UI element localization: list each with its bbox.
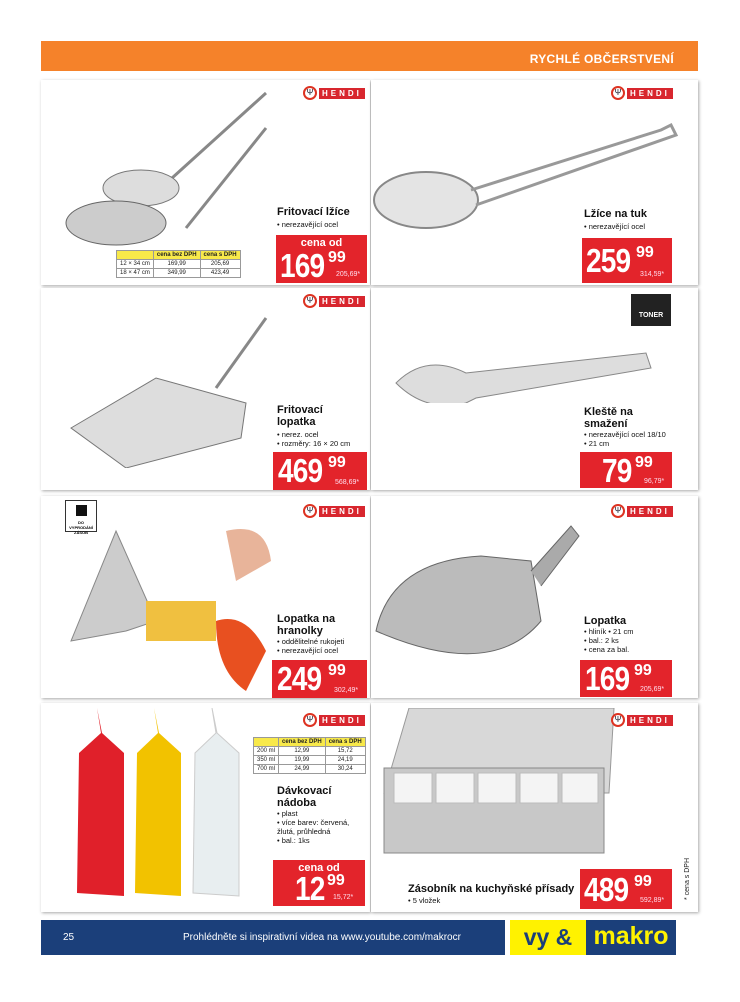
product-panel-fries-scoop[interactable] (41, 496, 370, 698)
product-panel-fry-scoop[interactable] (41, 288, 370, 490)
product-bullet: • hliník • 21 cm • bal.: 2 ks • cena za bal. (584, 627, 634, 654)
product-panel-tongs[interactable] (371, 288, 698, 490)
hendi-logo: Ψ HENDI (303, 294, 365, 308)
product-title: Kleště na smažení (584, 406, 633, 430)
product-title: Lžíce na tuk (584, 208, 647, 220)
product-bullet: • nerezavějící ocel (277, 220, 338, 229)
product-bullet: • oddělitelné rukojeti • nerezavějící ocel (277, 637, 345, 655)
hendi-logo: Ψ HENDI (611, 713, 673, 727)
section-header: RYCHLÉ OBČERSTVENÍ (41, 41, 698, 71)
footer-link-text[interactable]: Prohlédněte si inspirativní videa na www.youtube.com/makrocr (183, 932, 461, 943)
product-title: Zásobník na kuchyňské přísady (408, 883, 575, 895)
product-bullet: • nerezavějící ocel 18/10 • 21 cm (584, 430, 666, 448)
footer-bar (41, 920, 505, 955)
scoop-image (371, 521, 581, 671)
makro-logo (510, 920, 676, 955)
price-tag: 489 99 592,89* (580, 869, 672, 909)
product-panel-condiment-holder[interactable] (371, 703, 698, 912)
product-bullet: • 5 vložek (408, 896, 441, 905)
price-tag: cena od 12 99 15,72* (273, 860, 365, 906)
hendi-logo: Ψ HENDI (611, 504, 673, 518)
vat-note: * cena s DPH (684, 857, 691, 900)
product-title: Dávkovací nádoba (277, 785, 332, 809)
price-tag: 259 99 314,59* (582, 238, 672, 283)
price-tag: 249 99 302,49* (272, 660, 367, 698)
product-title: Lopatka (584, 615, 627, 627)
hendi-logo: Ψ HENDI (303, 86, 365, 100)
logo-vy: vy & (510, 920, 586, 955)
product-title: Fritovací lopatka (277, 404, 323, 428)
product-title: Fritovací lžíce (277, 206, 350, 218)
product-panel-fry-spoon[interactable] (41, 80, 370, 285)
product-panel-dispenser[interactable] (41, 703, 370, 912)
product-panel-fat-ladle[interactable] (371, 80, 698, 285)
toner-logo: TONER (631, 294, 671, 326)
squeeze-bottles-image (69, 708, 249, 903)
price-tag: 169 99 205,69* (580, 660, 672, 697)
product-bullet: • nerez. ocel • rozměry: 16 × 20 cm (277, 430, 351, 448)
hendi-logo: Ψ HENDI (611, 86, 673, 100)
box-icon (76, 505, 87, 516)
tongs-image (386, 343, 656, 403)
price-tag: 469 99 568,69* (273, 452, 367, 490)
price-table: cena bez DPH cena s DPH 12 × 34 cm 169,99 205,69 18 × 47 cm 349,99 423,49 (116, 250, 241, 278)
logo-makro: makro (593, 922, 669, 950)
price-table: cena bez DPH cena s DPH 200 ml 12,99 15,72 350 ml 19,99 24,19 700 ml 24,99 30,24 (253, 737, 366, 774)
hendi-logo: Ψ HENDI (303, 713, 365, 727)
hendi-logo: Ψ HENDI (303, 504, 365, 518)
product-panel-scoop[interactable] (371, 496, 698, 698)
clearance-badge: DO VYPRODÁNÍ ZÁSOB (65, 500, 97, 532)
price-tag: cena od 169 99 205,69* (276, 235, 367, 283)
condiment-holder-image (379, 708, 619, 858)
product-title: Lopatka na hranolky (277, 613, 336, 637)
fry-spoon-image (61, 88, 271, 248)
fries-scoop-image (66, 521, 271, 691)
page-number: 25 (63, 932, 75, 943)
product-bullet: • nerezavějící ocel (584, 222, 645, 231)
fry-scoop-image (66, 308, 271, 468)
price-tag: 79 99 96,79* (580, 452, 672, 488)
product-bullet: • plast • více barev: červená, žlutá, průhledná • bal.: 1ks (277, 809, 350, 845)
